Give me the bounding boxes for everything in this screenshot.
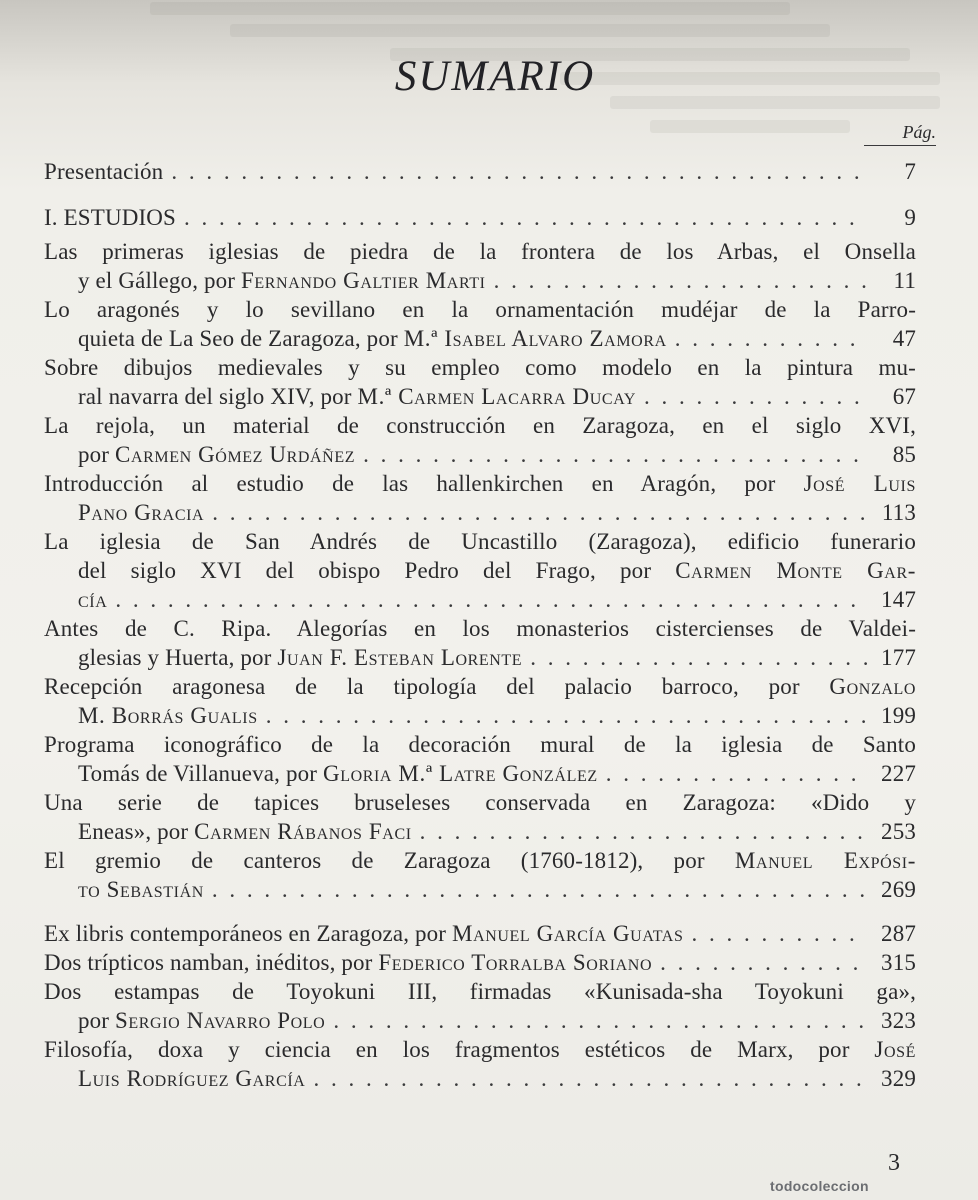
toc-line [44, 788, 916, 817]
toc-text [78, 701, 258, 730]
dot-leader [171, 157, 868, 186]
toc-text [78, 1006, 325, 1035]
toc-line [44, 527, 916, 556]
entry-title: Programa iconográfico de la decoración mural de la iglesia de Santo [44, 732, 916, 757]
toc-text [44, 790, 916, 815]
toc-entry [44, 237, 916, 295]
toc-entry [44, 295, 916, 353]
page-number: 287 [881, 921, 916, 946]
entry-author: Luis Rodríguez García [78, 1066, 306, 1091]
entry-author: José Luis [803, 471, 916, 496]
entry-author: Fernando Galtier Marti [241, 268, 486, 293]
toc-line [44, 382, 916, 411]
toc-entry [44, 614, 916, 672]
entry-title: Recepción aragonesa de la tipología del palacio barroco, por [44, 674, 830, 699]
toc-entry [44, 919, 916, 948]
page-number: 113 [881, 500, 916, 525]
toc-text [78, 324, 667, 353]
entry-title: La iglesia de San Andrés de Uncastillo (Zaragoza), edificio funerario [44, 529, 916, 554]
toc-entry [44, 527, 916, 614]
toc-entry [44, 788, 916, 846]
page-number: 85 [892, 442, 916, 467]
toc-entry [44, 730, 916, 788]
toc-entry [44, 672, 916, 730]
toc-text [78, 382, 636, 411]
entry-author: Carmen Gómez Urdáñez [115, 442, 356, 467]
toc-text [44, 297, 916, 322]
toc-entry [44, 353, 916, 411]
toc-line [44, 846, 916, 875]
entry-title: I. ESTUDIOS [44, 205, 176, 230]
entry-title: Eneas», por [78, 819, 195, 844]
dot-leader [530, 643, 868, 672]
toc-text [78, 498, 204, 527]
toc-text [78, 585, 107, 614]
toc-entry [44, 977, 916, 1035]
dot-leader [660, 948, 868, 977]
toc-line [44, 157, 916, 186]
toc-text [44, 355, 916, 380]
entry-title: ral navarra del siglo XIV, por [78, 384, 358, 409]
toc-line [44, 701, 916, 730]
toc-text [44, 616, 916, 641]
dot-leader [363, 440, 868, 469]
toc-line [44, 203, 916, 232]
toc-text [78, 1064, 305, 1093]
entry-author: to Sebastián [78, 877, 204, 902]
dot-leader [644, 382, 868, 411]
toc-text [78, 643, 522, 672]
entry-title: Presentación [44, 159, 164, 184]
page-number: 269 [881, 877, 916, 902]
watermark: todocoleccion [770, 1178, 869, 1194]
toc-entry [44, 1035, 916, 1093]
toc-text [44, 979, 916, 1004]
toc-entry [44, 948, 916, 977]
entry-author: Pano Gracia [78, 500, 205, 525]
entry-title: Filosofía, doxa y ciencia en los fragmentos estéticos de Marx, por [44, 1037, 875, 1062]
page-number: 9 [904, 205, 916, 230]
entry-title: Las primeras iglesias de piedra de la frontera de los Arbas, el Onsella [44, 239, 916, 264]
toc-text [44, 413, 916, 438]
dot-leader [313, 1064, 868, 1093]
entry-title: El gremio de canteros de Zaragoza (1760-1812), por [44, 848, 735, 873]
entry-title: Dos estampas de Toyokuni III, firmadas «Kunisada-sha Toyokuni ga», [44, 979, 916, 1004]
toc-text [44, 239, 916, 264]
toc-entry [44, 157, 916, 186]
dot-leader [420, 817, 868, 846]
entry-title: Sobre dibujos medievales y su empleo como modelo en la pintura mu- [44, 355, 916, 380]
toc-line [44, 614, 916, 643]
toc-text [44, 203, 176, 232]
dot-leader [212, 498, 868, 527]
entry-title: y el Gállego, por [78, 268, 242, 293]
toc-line [44, 295, 916, 324]
dot-leader [691, 919, 868, 948]
toc-line [44, 1006, 916, 1035]
page-column-label: Pág. [864, 122, 936, 146]
toc-line [44, 411, 916, 440]
entry-author: cía [78, 587, 108, 612]
entry-title: Dos trípticos namban, inéditos, por [44, 950, 379, 975]
entry-author: Juan F. Esteban Lorente [277, 645, 523, 670]
toc-line [44, 237, 916, 266]
toc-text [44, 1037, 916, 1062]
entry-author: M.ª Isabel Alvaro Zamora [403, 326, 667, 351]
dot-leader [266, 701, 868, 730]
entry-author: Federico Torralba Soriano [378, 950, 653, 975]
toc-line [44, 672, 916, 701]
entry-author: Gonzalo [829, 674, 916, 699]
toc-line [44, 1035, 916, 1064]
entry-author: José [874, 1037, 916, 1062]
toc-entry [44, 203, 916, 232]
page-number: 147 [881, 587, 916, 612]
page-number: 253 [881, 819, 916, 844]
dot-leader [606, 759, 868, 788]
page-number: 199 [881, 703, 916, 728]
entry-title: por [78, 442, 116, 467]
toc-line [44, 585, 916, 614]
dot-leader [184, 203, 868, 232]
entry-author: Sergio Navarro Polo [115, 1008, 326, 1033]
dot-leader [494, 266, 868, 295]
page-number: 329 [881, 1066, 916, 1091]
toc-text [44, 157, 163, 186]
page-number: 11 [893, 268, 916, 293]
entry-author: Manuel Expósi- [734, 848, 916, 873]
toc-line [44, 353, 916, 382]
entry-author: Carmen Rábanos Faci [194, 819, 412, 844]
dot-leader [333, 1006, 868, 1035]
entry-author: Gloria M.ª Latre González [322, 761, 598, 786]
page-number: 47 [892, 326, 916, 351]
toc-text [44, 674, 916, 699]
entry-title: del siglo XVI del obispo Pedro del Frago, por [78, 558, 676, 583]
entry-title: Lo aragonés y lo sevillano en la ornamentación mudéjar de la Parro- [44, 297, 916, 322]
toc-text [44, 732, 916, 757]
dot-leader [115, 585, 868, 614]
entry-author: Manuel García Guatas [452, 921, 684, 946]
page-number: 177 [881, 645, 916, 670]
entry-author: M. Borrás Gualis [78, 703, 258, 728]
dot-leader [675, 324, 868, 353]
toc-text [78, 875, 204, 904]
toc-line [44, 730, 916, 759]
entry-title: quieta de La Seo de Zaragoza, por [78, 326, 404, 351]
toc-line [44, 324, 916, 353]
toc-text [44, 529, 916, 554]
toc-line [44, 498, 916, 527]
entry-title: glesias y Huerta, por [78, 645, 278, 670]
toc-text [78, 440, 355, 469]
toc-line [44, 556, 916, 585]
toc-line [44, 643, 916, 672]
page-number: 315 [881, 950, 916, 975]
entry-title: Tomás de Villanueva, por [78, 761, 323, 786]
page-number: 323 [881, 1008, 916, 1033]
entry-title: Una serie de tapices bruseleses conservada en Zaragoza: «Dido y [44, 790, 916, 815]
toc-line [44, 977, 916, 1006]
page-title: SUMARIO [394, 53, 596, 100]
entry-title: Introducción al estudio de las hallenkirchen en Aragón, por [44, 471, 804, 496]
entry-title: La rejola, un material de construcción en Zaragoza, en el siglo XVI, [44, 413, 916, 438]
page-number: 67 [892, 384, 916, 409]
toc-line [44, 469, 916, 498]
toc-text [44, 848, 916, 873]
toc-entry [44, 469, 916, 527]
toc-text [44, 471, 916, 496]
toc-line [44, 1064, 916, 1093]
entry-author: M.ª Carmen Lacarra Ducay [357, 384, 637, 409]
toc-text [44, 948, 652, 977]
toc-text [78, 266, 486, 295]
toc-entry [44, 411, 916, 469]
page-number: 7 [904, 159, 916, 184]
toc-text [44, 919, 683, 948]
entry-title: Antes de C. Ripa. Alegorías en los monasterios cistercienses de Valdei- [44, 616, 916, 641]
entry-author: Carmen Monte Gar- [675, 558, 916, 583]
page-folio-number: 3 [888, 1150, 900, 1176]
entry-title: Ex libris contemporáneos en Zaragoza, por [44, 921, 453, 946]
toc-line [44, 759, 916, 788]
toc-line [44, 875, 916, 904]
toc-line [44, 266, 916, 295]
toc-line [44, 948, 916, 977]
toc-line [44, 817, 916, 846]
toc-text [78, 817, 412, 846]
toc-line [44, 440, 916, 469]
page-number: 227 [881, 761, 916, 786]
dot-leader [212, 875, 868, 904]
entry-title: por [78, 1008, 116, 1033]
toc-entry [44, 846, 916, 904]
toc-line [44, 919, 916, 948]
toc-text [78, 558, 916, 583]
toc-text [78, 759, 598, 788]
